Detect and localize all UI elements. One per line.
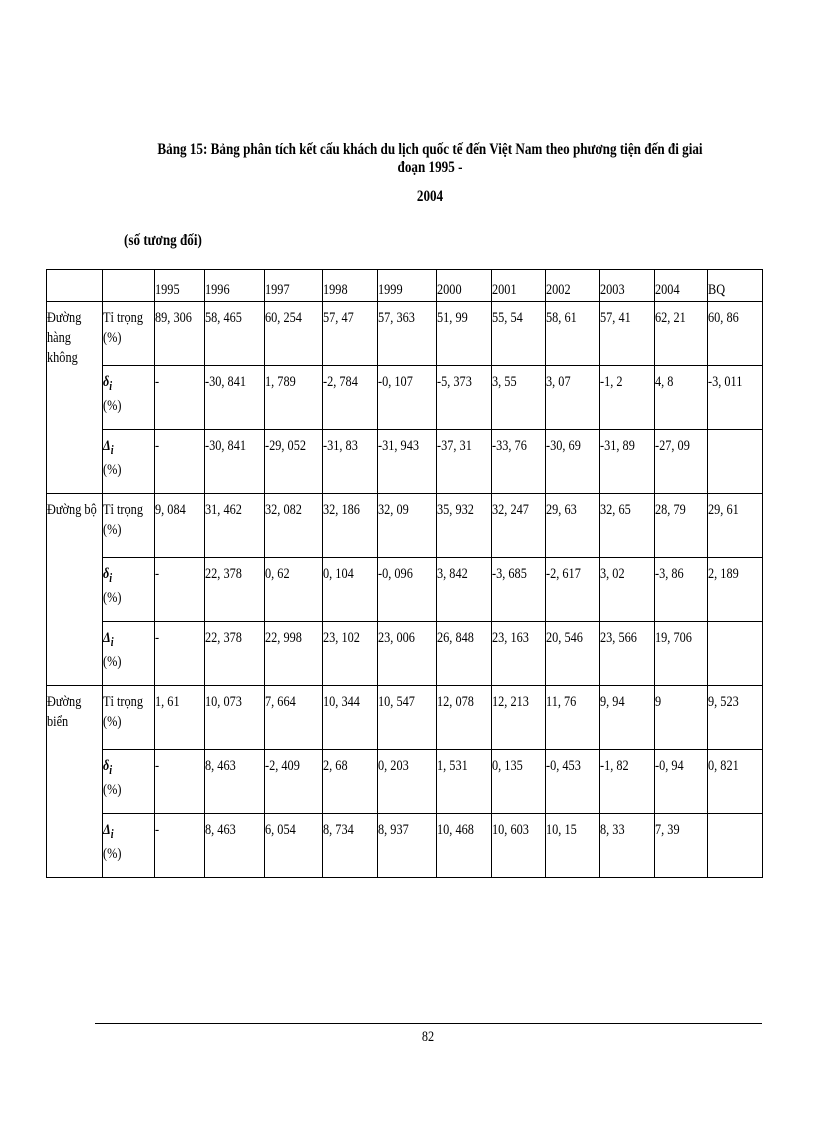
value-cell [655,814,708,878]
header-blank-cell [103,270,155,302]
value-cell [546,814,600,878]
cell-value: -33, 76 [492,438,527,454]
cell-value: -2, 784 [323,374,358,390]
column-header [655,270,708,302]
column-header [437,270,492,302]
cell-value: - [155,438,160,454]
column-header-label: 1999 [378,282,403,298]
delta-big-symbol [103,438,114,457]
value-cell [378,622,437,686]
value-cell [546,494,600,558]
delta-symbol-text: Δ [103,630,111,646]
cell-value: 10, 468 [437,822,474,838]
cell-value: 55, 54 [492,310,523,326]
value-cell [323,814,378,878]
cell-value: -2, 617 [546,566,581,582]
metric-label [103,308,154,348]
cell-value: 8, 463 [205,822,236,838]
cell-value: 2, 68 [323,758,348,774]
value-cell [492,366,546,430]
metric-label-cell [103,366,155,430]
cell-value: 1, 61 [155,694,180,710]
cell-value: - [155,822,160,838]
cell-value: 6, 054 [265,822,296,838]
cell-value: 23, 566 [600,630,637,646]
value-cell [265,302,323,366]
value-cell [708,558,763,622]
value-cell [546,622,600,686]
value-cell [155,430,205,494]
cell-value: -0, 94 [655,758,684,774]
value-cell [155,558,205,622]
value-cell [600,302,655,366]
cell-value: 23, 102 [323,630,360,646]
cell-value: 0, 203 [378,758,409,774]
value-cell [265,366,323,430]
cell-value: 3, 02 [600,566,625,582]
cell-value: -2, 409 [265,758,300,774]
cell-value: 28, 79 [655,502,686,518]
value-cell [492,814,546,878]
cell-value: 58, 465 [205,310,242,326]
value-cell [437,686,492,750]
value-cell [155,494,205,558]
value-cell [600,558,655,622]
value-cell [600,366,655,430]
metric-label-cell [103,302,155,366]
value-cell [378,430,437,494]
metric-label [103,500,154,540]
cell-value: -31, 89 [600,438,635,454]
cell-value: -3, 011 [708,374,743,390]
table-row [47,366,763,430]
metric-percent-label: (%) [103,846,122,862]
cell-value: 0, 135 [492,758,523,774]
metric-label-cell [103,814,155,878]
cell-value: 23, 163 [492,630,529,646]
value-cell [323,750,378,814]
value-cell [265,430,323,494]
metric-label-cell [103,558,155,622]
value-cell [437,622,492,686]
cell-value: 3, 07 [546,374,571,390]
metric-label [103,436,154,480]
value-cell [546,558,600,622]
transport-mode-cell [47,686,103,878]
column-header-label: 1998 [323,282,348,298]
cell-value: -3, 86 [655,566,684,582]
value-cell [437,366,492,430]
metric-percent-label: (%) [103,590,122,606]
cell-value: -0, 107 [378,374,413,390]
value-cell [265,622,323,686]
value-cell [378,814,437,878]
value-cell [655,430,708,494]
cell-value: -0, 096 [378,566,413,582]
metric-label-cell [103,750,155,814]
column-header-label: 1996 [205,282,230,298]
value-cell [708,622,763,686]
value-cell [437,302,492,366]
metric-label-cell [103,430,155,494]
cell-value: 19, 706 [655,630,692,646]
delta-big-symbol [103,822,114,841]
value-cell [323,622,378,686]
delta-subscript: i [110,827,114,841]
transport-mode-label: Đường biển [47,694,82,730]
column-header-label: BQ [708,282,726,298]
value-cell [155,622,205,686]
value-cell [655,622,708,686]
metric-percent-label: (%) [103,654,122,670]
metric-label [103,372,154,416]
delta-symbol-text: δ [103,566,110,582]
column-header-label: 2002 [546,282,571,298]
cell-value: 3, 55 [492,374,517,390]
value-cell [492,430,546,494]
metric-share-label: Tỉ trọng [103,310,143,326]
cell-value: -31, 943 [378,438,419,454]
table-row [47,302,763,366]
column-header-label: 2003 [600,282,625,298]
delta-symbol-text: Δ [103,822,111,838]
column-header-label: 2004 [655,282,680,298]
cell-value: 1, 531 [437,758,468,774]
value-cell [600,430,655,494]
value-cell [155,366,205,430]
cell-value: 10, 344 [323,694,360,710]
value-cell [155,302,205,366]
value-cell [600,750,655,814]
value-cell [600,622,655,686]
cell-value: 57, 47 [323,310,354,326]
cell-value: 0, 62 [265,566,290,582]
value-cell [546,366,600,430]
transport-mode-label: Đường bộ [47,502,97,518]
table-row [47,622,763,686]
cell-value: 20, 546 [546,630,583,646]
cell-value: 10, 603 [492,822,529,838]
cell-value: 0, 104 [323,566,354,582]
column-header [155,270,205,302]
value-cell [492,494,546,558]
metric-percent-label: (%) [103,714,122,730]
column-header [492,270,546,302]
delta-subscript: i [110,443,114,457]
value-cell [323,366,378,430]
value-cell [378,558,437,622]
metric-percent-label: (%) [103,398,122,414]
column-header-label: 1995 [155,282,180,298]
value-cell [323,558,378,622]
metric-label [103,756,154,800]
metric-percent-label: (%) [103,462,122,478]
delta-symbol-text: δ [103,374,110,390]
metric-label-cell [103,686,155,750]
cell-value: 7, 39 [655,822,680,838]
cell-value: 62, 21 [655,310,686,326]
cell-value: -31, 83 [323,438,358,454]
cell-value: 57, 363 [378,310,415,326]
cell-value: - [155,630,160,646]
cell-value: 29, 61 [708,502,739,518]
value-cell [492,750,546,814]
value-cell [708,750,763,814]
value-cell [205,558,265,622]
cell-value: 8, 463 [205,758,236,774]
cell-value: 12, 213 [492,694,529,710]
cell-value: -1, 82 [600,758,629,774]
metric-label [103,692,154,732]
value-cell [323,686,378,750]
cell-value: 10, 073 [205,694,242,710]
value-cell [205,366,265,430]
cell-value: - [155,374,160,390]
cell-value: 11, 76 [546,694,577,710]
value-cell [155,750,205,814]
cell-value: 35, 932 [437,502,474,518]
header-blank-cell [47,270,103,302]
cell-value: 60, 86 [708,310,739,326]
delta-subscript: i [110,635,114,649]
cell-value: 9, 523 [708,694,739,710]
cell-value: 7, 664 [265,694,296,710]
cell-value: 23, 006 [378,630,415,646]
cell-value: 51, 99 [437,310,468,326]
metric-percent-label: (%) [103,330,122,346]
value-cell [378,750,437,814]
column-header [708,270,763,302]
value-cell [437,558,492,622]
cell-value: -5, 373 [437,374,472,390]
cell-value: 22, 378 [205,566,242,582]
value-cell [265,494,323,558]
column-header-label: 2001 [492,282,517,298]
cell-value: 57, 41 [600,310,631,326]
delta-small-symbol [103,758,113,777]
cell-value: 29, 63 [546,502,577,518]
value-cell [600,814,655,878]
transport-mode-cell [47,494,103,686]
value-cell [600,494,655,558]
value-cell [265,558,323,622]
delta-subscript: i [109,571,113,585]
cell-value: -27, 09 [655,438,690,454]
cell-value: 2, 189 [708,566,739,582]
cell-value: 12, 078 [437,694,474,710]
cell-value: 0, 821 [708,758,739,774]
cell-value: 31, 462 [205,502,242,518]
value-cell [155,686,205,750]
value-cell [708,814,763,878]
value-cell [378,494,437,558]
value-cell [205,494,265,558]
cell-value: 9 [655,694,662,710]
cell-value: 22, 998 [265,630,302,646]
value-cell [205,750,265,814]
unit-note: (số tương đối) [124,232,202,249]
cell-value: 32, 082 [265,502,302,518]
column-header-label: 2000 [437,282,462,298]
data-table [46,269,763,878]
delta-subscript: i [109,379,113,393]
value-cell [155,814,205,878]
delta-small-symbol [103,374,113,393]
value-cell [205,430,265,494]
metric-share-label: Tỉ trọng [103,694,143,710]
footer-rule [95,1023,762,1024]
delta-symbol-text: δ [103,758,110,774]
value-cell [205,622,265,686]
value-cell [437,494,492,558]
column-header [378,270,437,302]
value-cell [655,366,708,430]
delta-big-symbol [103,630,114,649]
cell-value: 22, 378 [205,630,242,646]
value-cell [205,686,265,750]
value-cell [323,302,378,366]
cell-value: 10, 15 [546,822,577,838]
cell-value: -29, 052 [265,438,306,454]
cell-value: -3, 685 [492,566,527,582]
value-cell [708,366,763,430]
value-cell [492,622,546,686]
cell-value: 8, 937 [378,822,409,838]
table-title-line2: 2004 [416,188,444,205]
cell-value: 32, 65 [600,502,631,518]
cell-value: 10, 547 [378,694,415,710]
cell-value: 58, 61 [546,310,577,326]
value-cell [546,302,600,366]
cell-value: 1, 789 [265,374,296,390]
column-header [265,270,323,302]
value-cell [265,686,323,750]
value-cell [655,750,708,814]
cell-value: -30, 841 [205,374,246,390]
table-row [47,494,763,558]
value-cell [546,750,600,814]
value-cell [492,558,546,622]
cell-value: 4, 8 [655,374,674,390]
metric-label-cell [103,494,155,558]
value-cell [265,750,323,814]
value-cell [378,302,437,366]
column-header [205,270,265,302]
metric-share-label: Tỉ trọng [103,502,143,518]
cell-value: 89, 306 [155,310,192,326]
value-cell [265,814,323,878]
cell-value: - [155,758,160,774]
cell-value: 9, 94 [600,694,625,710]
value-cell [708,494,763,558]
value-cell [655,494,708,558]
cell-value: 8, 33 [600,822,625,838]
column-header [323,270,378,302]
delta-symbol-text: Δ [103,438,111,454]
value-cell [205,814,265,878]
cell-value: 32, 09 [378,502,409,518]
cell-value: -1, 2 [600,374,623,390]
value-cell [708,430,763,494]
cell-value: 60, 254 [265,310,302,326]
value-cell [655,686,708,750]
cell-value: 8, 734 [323,822,354,838]
table-row [47,686,763,750]
metric-label-cell [103,622,155,686]
cell-value: 32, 186 [323,502,360,518]
cell-value: -0, 453 [546,758,581,774]
value-cell [708,686,763,750]
cell-value: -30, 69 [546,438,581,454]
metric-label [103,628,154,672]
value-cell [437,430,492,494]
table-row [47,750,763,814]
value-cell [546,686,600,750]
value-cell [708,302,763,366]
value-cell [437,750,492,814]
value-cell [323,494,378,558]
value-cell [546,430,600,494]
value-cell [378,686,437,750]
value-cell [492,686,546,750]
metric-label [103,564,154,608]
delta-subscript: i [109,763,113,777]
transport-mode-label: Đường hàng không [47,310,82,366]
metric-percent-label: (%) [103,522,122,538]
column-header-label: 1997 [265,282,290,298]
cell-value: 3, 842 [437,566,468,582]
value-cell [492,302,546,366]
metric-label [103,820,154,864]
value-cell [205,302,265,366]
metric-percent-label: (%) [103,782,122,798]
value-cell [655,302,708,366]
value-cell [655,558,708,622]
header-row [47,270,763,302]
cell-value: 9, 084 [155,502,186,518]
transport-mode-cell [47,302,103,494]
table-row [47,814,763,878]
cell-value: - [155,566,160,582]
value-cell [600,686,655,750]
value-cell [378,366,437,430]
page-number: 82 [421,1029,435,1045]
cell-value: 26, 848 [437,630,474,646]
cell-value: -30, 841 [205,438,246,454]
delta-small-symbol [103,566,113,585]
column-header [546,270,600,302]
value-cell [437,814,492,878]
cell-value: -37, 31 [437,438,472,454]
table-row [47,430,763,494]
column-header [600,270,655,302]
cell-value: 32, 247 [492,502,529,518]
table-row [47,558,763,622]
value-cell [323,430,378,494]
table-title-line1: Bảng 15: Bảng phân tích kết cấu khách du lịch quốc tế đến Việt Nam theo phương tiện đến đi giai đoạn 1995 - [157,141,703,176]
